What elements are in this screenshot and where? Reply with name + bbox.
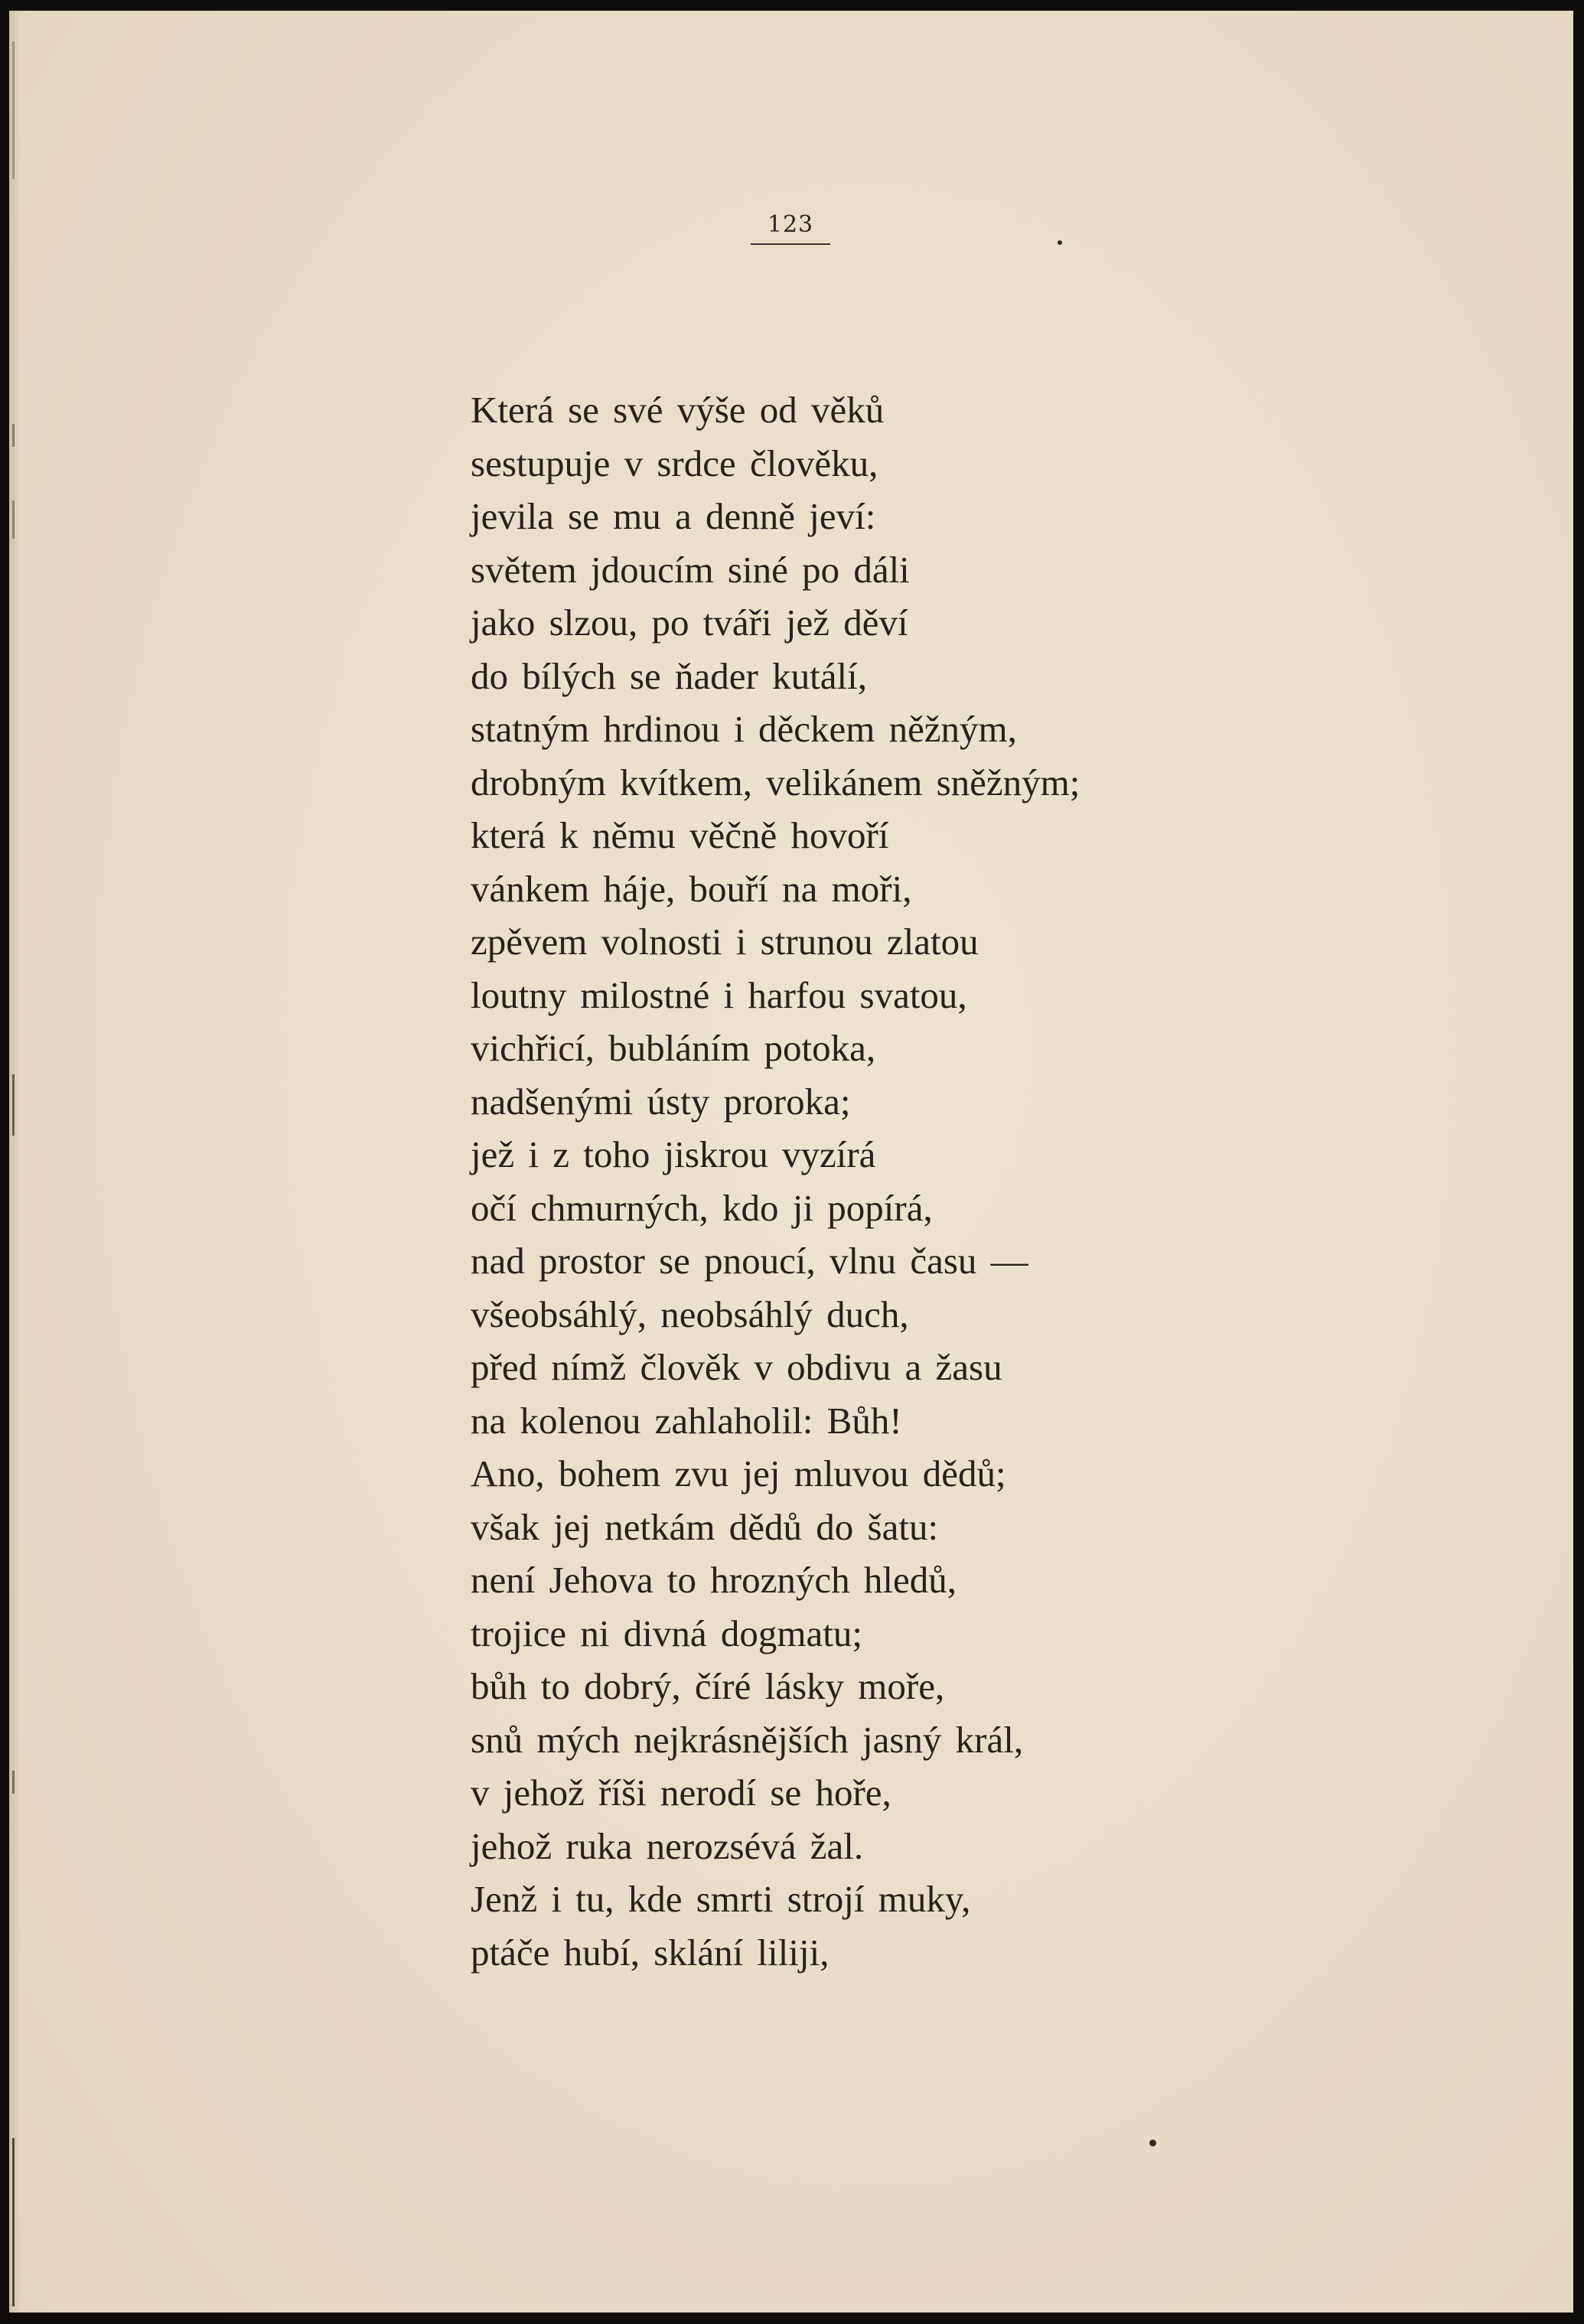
page-left-edge (9, 11, 21, 2313)
book-page (9, 11, 1573, 2313)
page-header (748, 211, 833, 245)
poem-line: Která se své výše od věků (471, 389, 885, 431)
poem-line: statným hrdinou i děckem něžným, (471, 708, 1017, 750)
binding-mark (12, 41, 15, 179)
poem-line: do bílých se ňader kutálí, (471, 654, 867, 697)
poem-line: před nímž člověk v obdivu a žasu (471, 1346, 1002, 1388)
poem-line: všeobsáhlý, neobsáhlý duch, (471, 1292, 909, 1335)
ink-speck (1149, 2140, 1156, 2146)
poem-line: jež i z toho jiskrou vyzírá (471, 1133, 876, 1175)
poem-line: očí chmurných, kdo ji popírá, (471, 1186, 933, 1229)
poem-line: jehož ruka nerozsévá žal. (471, 1824, 864, 1867)
poem-line: nadšenými ústy proroka; (471, 1080, 851, 1123)
poem-line: loutny milostné i harfou svatou, (471, 973, 967, 1016)
poem-line: snů mých nejkrásnějších jasný král, (471, 1718, 1024, 1761)
poem-line: vichřicí, bubláním potoka, (471, 1027, 876, 1069)
poem-line: zpěvem volnosti i strunou zlatou (471, 921, 979, 963)
poem-line: ptáče hubí, sklání liliji, (471, 1931, 829, 1974)
poem-line: Jenž i tu, kde smrti strojí muky, (471, 1878, 971, 1920)
poem-line: však jej netkám dědů do šatu: (471, 1505, 939, 1548)
binding-mark (12, 1771, 15, 1794)
binding-mark (12, 500, 15, 539)
poem-text (471, 383, 1389, 1979)
poem-line: Ano, bohem zvu jej mluvou dědů; (471, 1452, 1006, 1494)
binding-mark (12, 1074, 15, 1136)
poem-line: jevila se mu a denně jeví: (471, 495, 876, 537)
poem-line: drobným kvítkem, velikánem sněžným; (471, 761, 1080, 803)
binding-mark (12, 424, 15, 447)
ink-speck (1058, 240, 1062, 245)
poem-line: na kolenou zahlaholil: Bůh! (471, 1399, 902, 1442)
poem-line: světem jdoucím siné po dáli (471, 548, 910, 591)
poem-line: vánkem háje, bouří na moři, (471, 867, 912, 910)
poem-line: sestupuje v srdce člověku, (471, 442, 878, 484)
poem-line: nad prostor se pnoucí, vlnu času — (471, 1240, 1028, 1282)
poem-line: jako slzou, po tváři jež děví (471, 601, 908, 644)
poem-line: trojice ni divná dogmatu; (471, 1612, 862, 1654)
page-number: 123 (767, 211, 814, 238)
poem-line: bůh to dobrý, číré lásky moře, (471, 1665, 945, 1707)
page-number-rule (751, 243, 830, 245)
binding-mark (12, 2138, 15, 2306)
poem-line: není Jehova to hrozných hledů, (471, 1559, 957, 1601)
poem-line: která k němu věčně hovoří (471, 814, 889, 856)
poem-line: v jehož říši nerodí se hoře, (471, 1772, 891, 1814)
